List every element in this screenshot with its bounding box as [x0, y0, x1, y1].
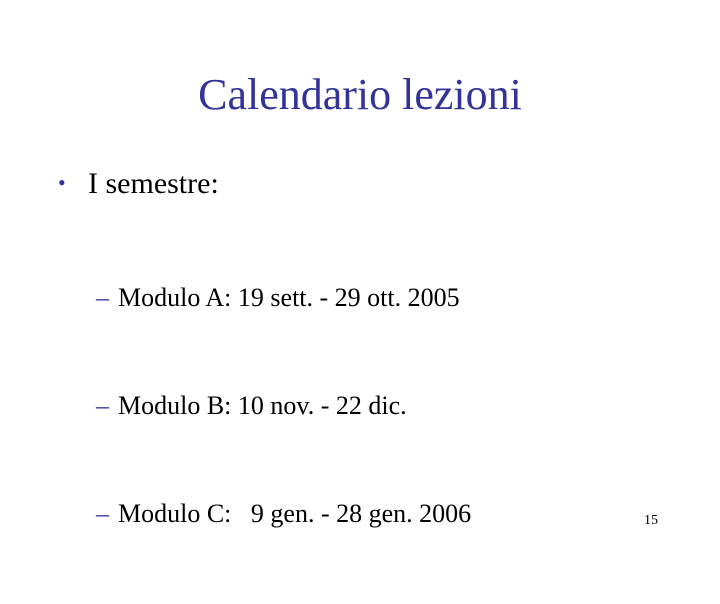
page-number: 15: [644, 513, 658, 528]
dash-icon: –: [96, 499, 109, 528]
slide-title: Calendario lezioni: [198, 70, 522, 119]
dash-icon: –: [96, 283, 109, 312]
main-bullet-text: I semestre:: [88, 167, 219, 200]
list-item: [96, 388, 471, 424]
list-item-text: Modulo C: 9 gen. - 28 gen. 2006: [118, 499, 472, 528]
list-item: [96, 496, 471, 532]
list-item-text: Modulo B: 10 nov. - 22 dic.: [118, 391, 407, 420]
sub-bullet-list: [96, 208, 471, 604]
list-item: [96, 280, 471, 316]
main-bullet: [58, 165, 219, 202]
bullet-icon: •: [58, 170, 66, 195]
dash-icon: –: [96, 391, 109, 420]
list-item-text: Modulo A: 19 sett. - 29 ott. 2005: [118, 283, 460, 312]
